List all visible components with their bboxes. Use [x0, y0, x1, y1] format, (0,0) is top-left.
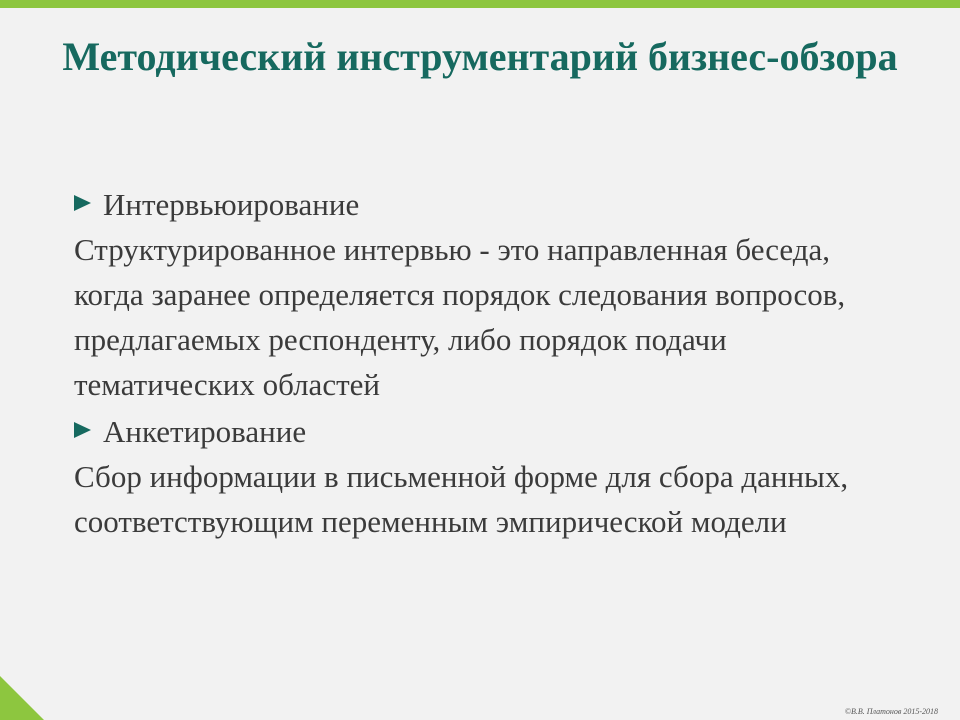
footer-copyright: ©В.В. Платонов 2015-2018 [844, 707, 938, 716]
top-accent-bar [0, 0, 960, 8]
paragraph-interview-definition: Структурированное интервью - это направленная беседа, когда заранее определяется порядок следования вопросов, предлагаемых респонденту, либо порядок подачи тематических областей [74, 232, 846, 402]
triangle-right-icon [74, 422, 91, 438]
corner-accent-triangle [0, 676, 44, 720]
triangle-right-icon [74, 195, 91, 211]
paragraph-questionnaire-definition: Сбор информации в письменной форме для сбора данных, соответствующим переменным эмпирической модели [74, 459, 849, 539]
bullet-item-questionnaire [74, 409, 894, 454]
slide-title: Методический инструментарий бизнес-обзора [62, 34, 898, 79]
bullet-label: Анкетирование [103, 414, 307, 449]
bullet-item-interviewing [74, 182, 894, 227]
slide-content [74, 182, 894, 546]
bullet-label: Интервьюирование [103, 187, 360, 222]
